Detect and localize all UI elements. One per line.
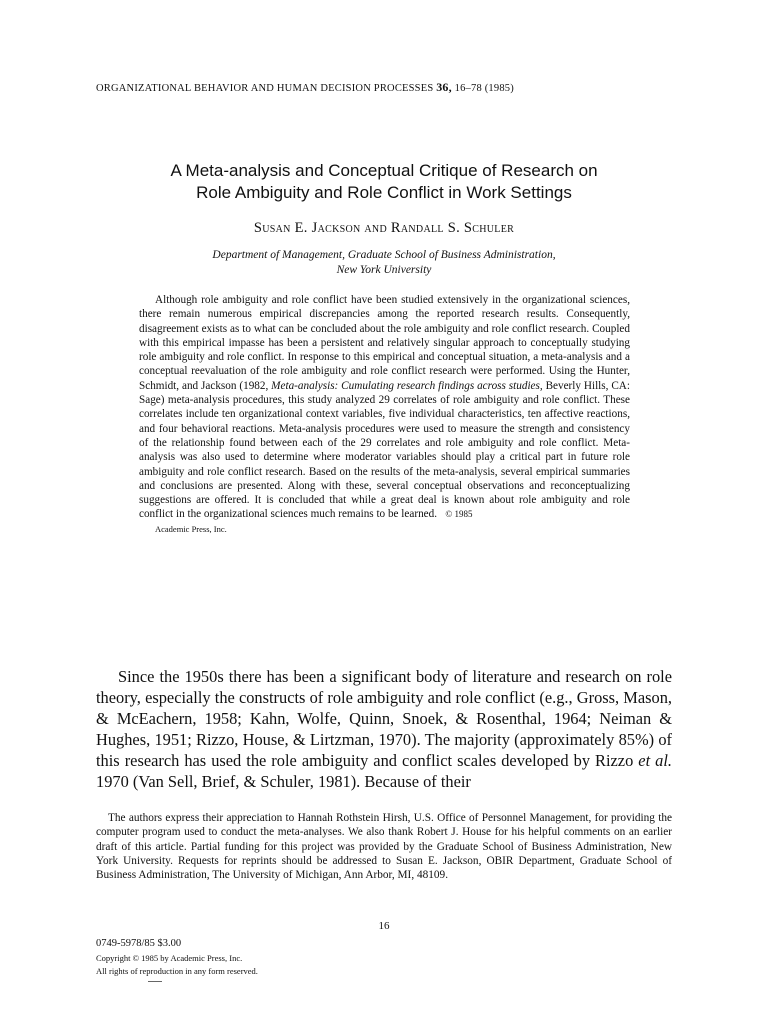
abstract-text-1: Although role ambiguity and role conflict have been studied extensively in the organizational sciences, there remain numerous empirical discrepancies among the reported research results. Consequently, disagreement exists as to what can be concluded about the role ambiguity and role conflict research. Coupled with this empirical impasse has been a persistent and relatively singular approach to conceptually studying role ambiguity and role conflict. In response to this empirical and conceptual situation, a meta-analysis and a conceptual reevaluation of the role ambiguity and role conflict research were performed. Using the Hunter, Schmidt, and Jackson (1982, — [139, 294, 630, 392]
body-paragraph — [96, 666, 672, 792]
running-head — [96, 80, 696, 95]
footnote-text: The authors express their appreciation to Hannah Rothstein Hirsh, U.S. Office of Personnel Management, for providing the computer program used to conduct the meta-analyses. We also thank Robert J. House for his helpful comments on an earlier draft of this article. Partial funding for this project was provided by the Graduate School of Business Administration, New York University. Requests for reprints should be addressed to Susan E. Jackson, OBIR Department, Graduate School of Business Administration, The University of Michigan, Ann Arbor, MI, 48109. — [96, 812, 672, 882]
title-line-2: Role Ambiguity and Role Conflict in Work Settings — [196, 183, 572, 202]
authors: Susan E. Jackson and Randall S. Schuler — [253, 220, 515, 236]
body-text — [96, 666, 672, 792]
body-text-1: Since the 1950s there has been a significant body of literature and research on role theory, especially the constructs of role ambiguity and role conflict (e.g., Gross, Mason, & McEachern, 1958; Kahn, Wolfe, Quinn, Snoek, & Rosenthal, 1964; Neiman & Hughes, 1951; Rizzo, House, & Lirtzman, 1970). The majority (approximately 85%) of this research has used the role ambiguity and conflict scales developed by Rizzo — [96, 667, 672, 770]
article-code: 0749-5978/85 $3.00 — [96, 938, 182, 949]
pages-year: 16–78 (1985) — [454, 83, 514, 94]
journal-name: ORGANIZATIONAL BEHAVIOR AND HUMAN DECISION PROCESSES — [96, 83, 434, 94]
body-et-al: et al. — [638, 751, 672, 770]
article-title — [84, 160, 684, 204]
abstract-citation-title: Meta-analysis: Cumulating research findings across studies, — [271, 379, 543, 392]
abstract-text-2: Beverly Hills, CA: Sage) meta-analysis procedures, this study analyzed 29 correlates of role ambiguity and role conflict. These correlates include ten organizational context variables, five individual characteristics, ten affective reactions, and four behavioral reactions. Meta-analysis procedures were used to measure the strength and consistency of the relationship found between each of the 29 correlates and role ambiguity and role conflict. Meta-analysis was also used to determine where moderator variables should play a critical part in future role ambiguity and role conflict research. Based on the results of the meta-analysis, several empirical summaries and conclusions are presented. Along with these, several conceptual observations and reconceptualizing suggestions are offered. It is concluded that while a great deal is known about role ambiguity and role conflict in the organizational sciences much remains to be learned. — [139, 379, 630, 521]
footnote — [96, 811, 672, 882]
footer-rule — [148, 981, 162, 982]
page-number: 16 — [378, 920, 390, 932]
affiliation-line-2: New York University — [336, 264, 432, 276]
affiliation-line-1: Department of Management, Graduate School of Business Administration, — [212, 249, 556, 261]
abstract-publisher: Academic Press, Inc. — [155, 523, 227, 534]
affiliation — [84, 248, 684, 278]
abstract-paragraph — [139, 293, 630, 536]
title-line-1: A Meta-analysis and Conceptual Critique of Research on — [170, 161, 598, 180]
body-text-2: 1970 (Van Sell, Brief, & Schuler, 1981). Because of their — [96, 772, 471, 791]
abstract — [139, 293, 630, 536]
footer-copyright: Copyright © 1985 by Academic Press, Inc. — [96, 953, 243, 963]
abstract-copyright: © 1985 — [445, 509, 473, 520]
footer-rights: All rights of reproduction in any form reserved. — [96, 966, 258, 976]
volume-number: 36, — [436, 80, 452, 94]
